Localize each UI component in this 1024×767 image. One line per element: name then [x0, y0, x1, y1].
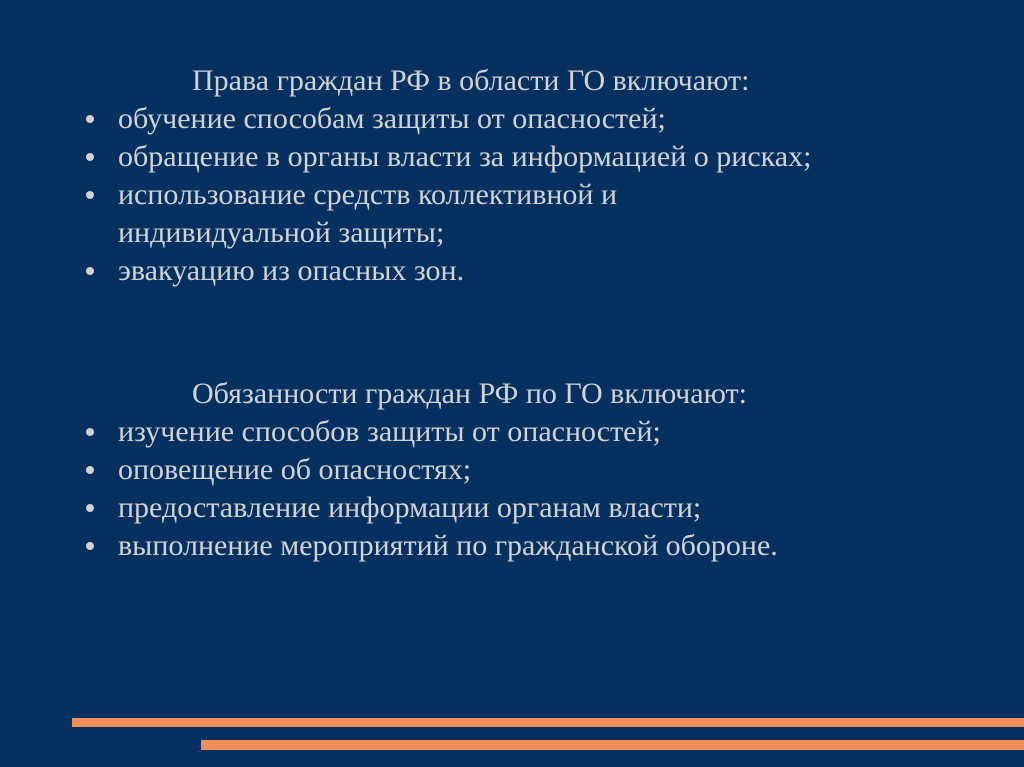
- list-item: [86, 527, 986, 565]
- duties-list: [86, 413, 986, 565]
- rights-list: [86, 100, 986, 290]
- accent-bar-top: [72, 718, 1024, 727]
- accent-bar-bottom: [201, 740, 1024, 750]
- bullet-icon: [86, 542, 94, 550]
- list-item-text: изучение способов защиты от опасностей;: [118, 415, 661, 448]
- list-item: [86, 451, 986, 489]
- bullet-icon: [86, 115, 94, 123]
- bullet-icon: [86, 267, 94, 275]
- list-item-text: использование средств коллективной и: [118, 178, 618, 211]
- duties-heading: Обязанности граждан РФ по ГО включают:: [192, 377, 747, 410]
- list-item-text: эвакуацию из опасных зон.: [118, 254, 465, 287]
- list-item-text: оповещение об опасностях;: [118, 453, 472, 486]
- list-item-text: обращение в органы власти за информацией о рисках;: [118, 140, 812, 173]
- rights-section: [86, 62, 986, 290]
- list-item: [86, 138, 986, 176]
- bullet-icon: [86, 504, 94, 512]
- duties-section: [86, 375, 986, 565]
- list-item: [86, 252, 986, 290]
- list-item: [86, 413, 986, 451]
- list-item-text: обучение способам защиты от опасностей;: [118, 102, 666, 135]
- bullet-icon: [86, 466, 94, 474]
- bullet-icon: [86, 153, 94, 161]
- rights-heading: Права граждан РФ в области ГО включают:: [192, 64, 750, 97]
- list-item-text-continued: индивидуальной защиты;: [118, 216, 445, 249]
- bullet-icon: [86, 191, 94, 199]
- bullet-icon: [86, 428, 94, 436]
- list-item: [86, 489, 986, 527]
- list-item: [86, 176, 986, 252]
- list-item-text: выполнение мероприятий по гражданской обороне.: [118, 529, 778, 562]
- list-item-text: предоставление информации органам власти;: [118, 491, 702, 524]
- list-item: [86, 100, 986, 138]
